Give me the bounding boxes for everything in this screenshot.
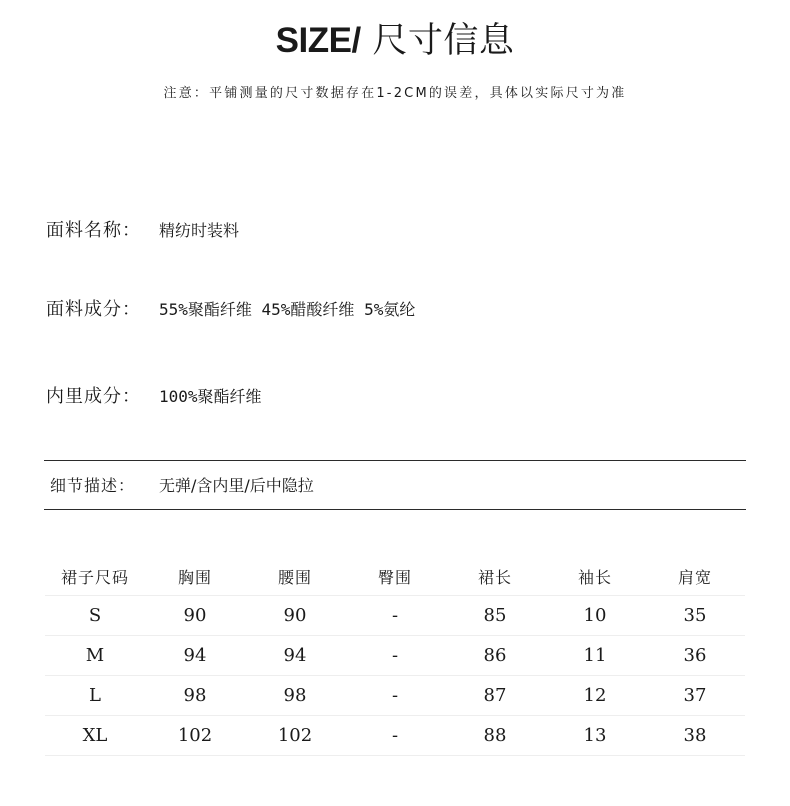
- table-cell: 38: [645, 716, 745, 756]
- page-title: [0, 16, 790, 66]
- table-cell: -: [345, 676, 445, 716]
- table-row: [45, 676, 745, 716]
- table-cell: 13: [545, 716, 645, 756]
- header-bust: 胸围: [145, 557, 245, 596]
- table-cell: 90: [245, 596, 345, 636]
- table-cell: 102: [245, 716, 345, 756]
- table-cell: -: [345, 636, 445, 676]
- table-cell: 87: [445, 676, 545, 716]
- table-cell: 94: [145, 636, 245, 676]
- table-cell: -: [345, 596, 445, 636]
- header-size: 裙子尺码: [45, 557, 145, 596]
- table-cell: 88: [445, 716, 545, 756]
- fabric-composition-value: 55%聚酯纤维 45%醋酸纤维 5%氨纶: [159, 300, 416, 319]
- header-waist: 腰围: [245, 557, 345, 596]
- table-cell: S: [45, 596, 145, 636]
- size-table: [45, 557, 745, 756]
- header-sleeve-length: 袖长: [545, 557, 645, 596]
- table-cell: 94: [245, 636, 345, 676]
- table-row: [45, 596, 745, 636]
- fabric-composition-row: [46, 295, 415, 325]
- table-cell: 12: [545, 676, 645, 716]
- divider-top: [44, 460, 746, 461]
- table-row: [45, 716, 745, 756]
- table-cell: 102: [145, 716, 245, 756]
- table-cell: M: [45, 636, 145, 676]
- size-table-header-row: [45, 557, 745, 596]
- detail-row: [50, 471, 314, 501]
- fabric-composition-label: 面料成分：: [46, 299, 141, 320]
- table-cell: -: [345, 716, 445, 756]
- fabric-name-value: 精纺时装料: [159, 221, 240, 240]
- table-cell: 98: [245, 676, 345, 716]
- table-cell: 37: [645, 676, 745, 716]
- header-hip: 臀围: [345, 557, 445, 596]
- fabric-name-row: [46, 216, 239, 246]
- lining-composition-label: 内里成分：: [46, 386, 141, 407]
- table-cell: 35: [645, 596, 745, 636]
- table-cell: 11: [545, 636, 645, 676]
- divider-bottom: [44, 509, 746, 510]
- header-skirt-length: 裙长: [445, 557, 545, 596]
- table-cell: XL: [45, 716, 145, 756]
- table-cell: 90: [145, 596, 245, 636]
- lining-composition-row: [46, 382, 262, 412]
- table-cell: 10: [545, 596, 645, 636]
- table-row: [45, 636, 745, 676]
- title-latin: SIZE/: [275, 21, 361, 60]
- detail-value: 无弹/含内里/后中隐拉: [159, 476, 314, 495]
- table-cell: L: [45, 676, 145, 716]
- header-shoulder-width: 肩宽: [645, 557, 745, 596]
- measurement-note: 注意：平铺测量的尺寸数据存在1-2CM的误差，具体以实际尺寸为准: [163, 86, 627, 101]
- table-cell: 36: [645, 636, 745, 676]
- detail-label: 细节描述：: [50, 476, 136, 495]
- fabric-name-label: 面料名称：: [46, 220, 141, 241]
- table-cell: 85: [445, 596, 545, 636]
- title-cjk: 尺寸信息: [360, 21, 515, 61]
- lining-composition-value: 100%聚酯纤维: [159, 387, 262, 406]
- table-cell: 86: [445, 636, 545, 676]
- table-cell: 98: [145, 676, 245, 716]
